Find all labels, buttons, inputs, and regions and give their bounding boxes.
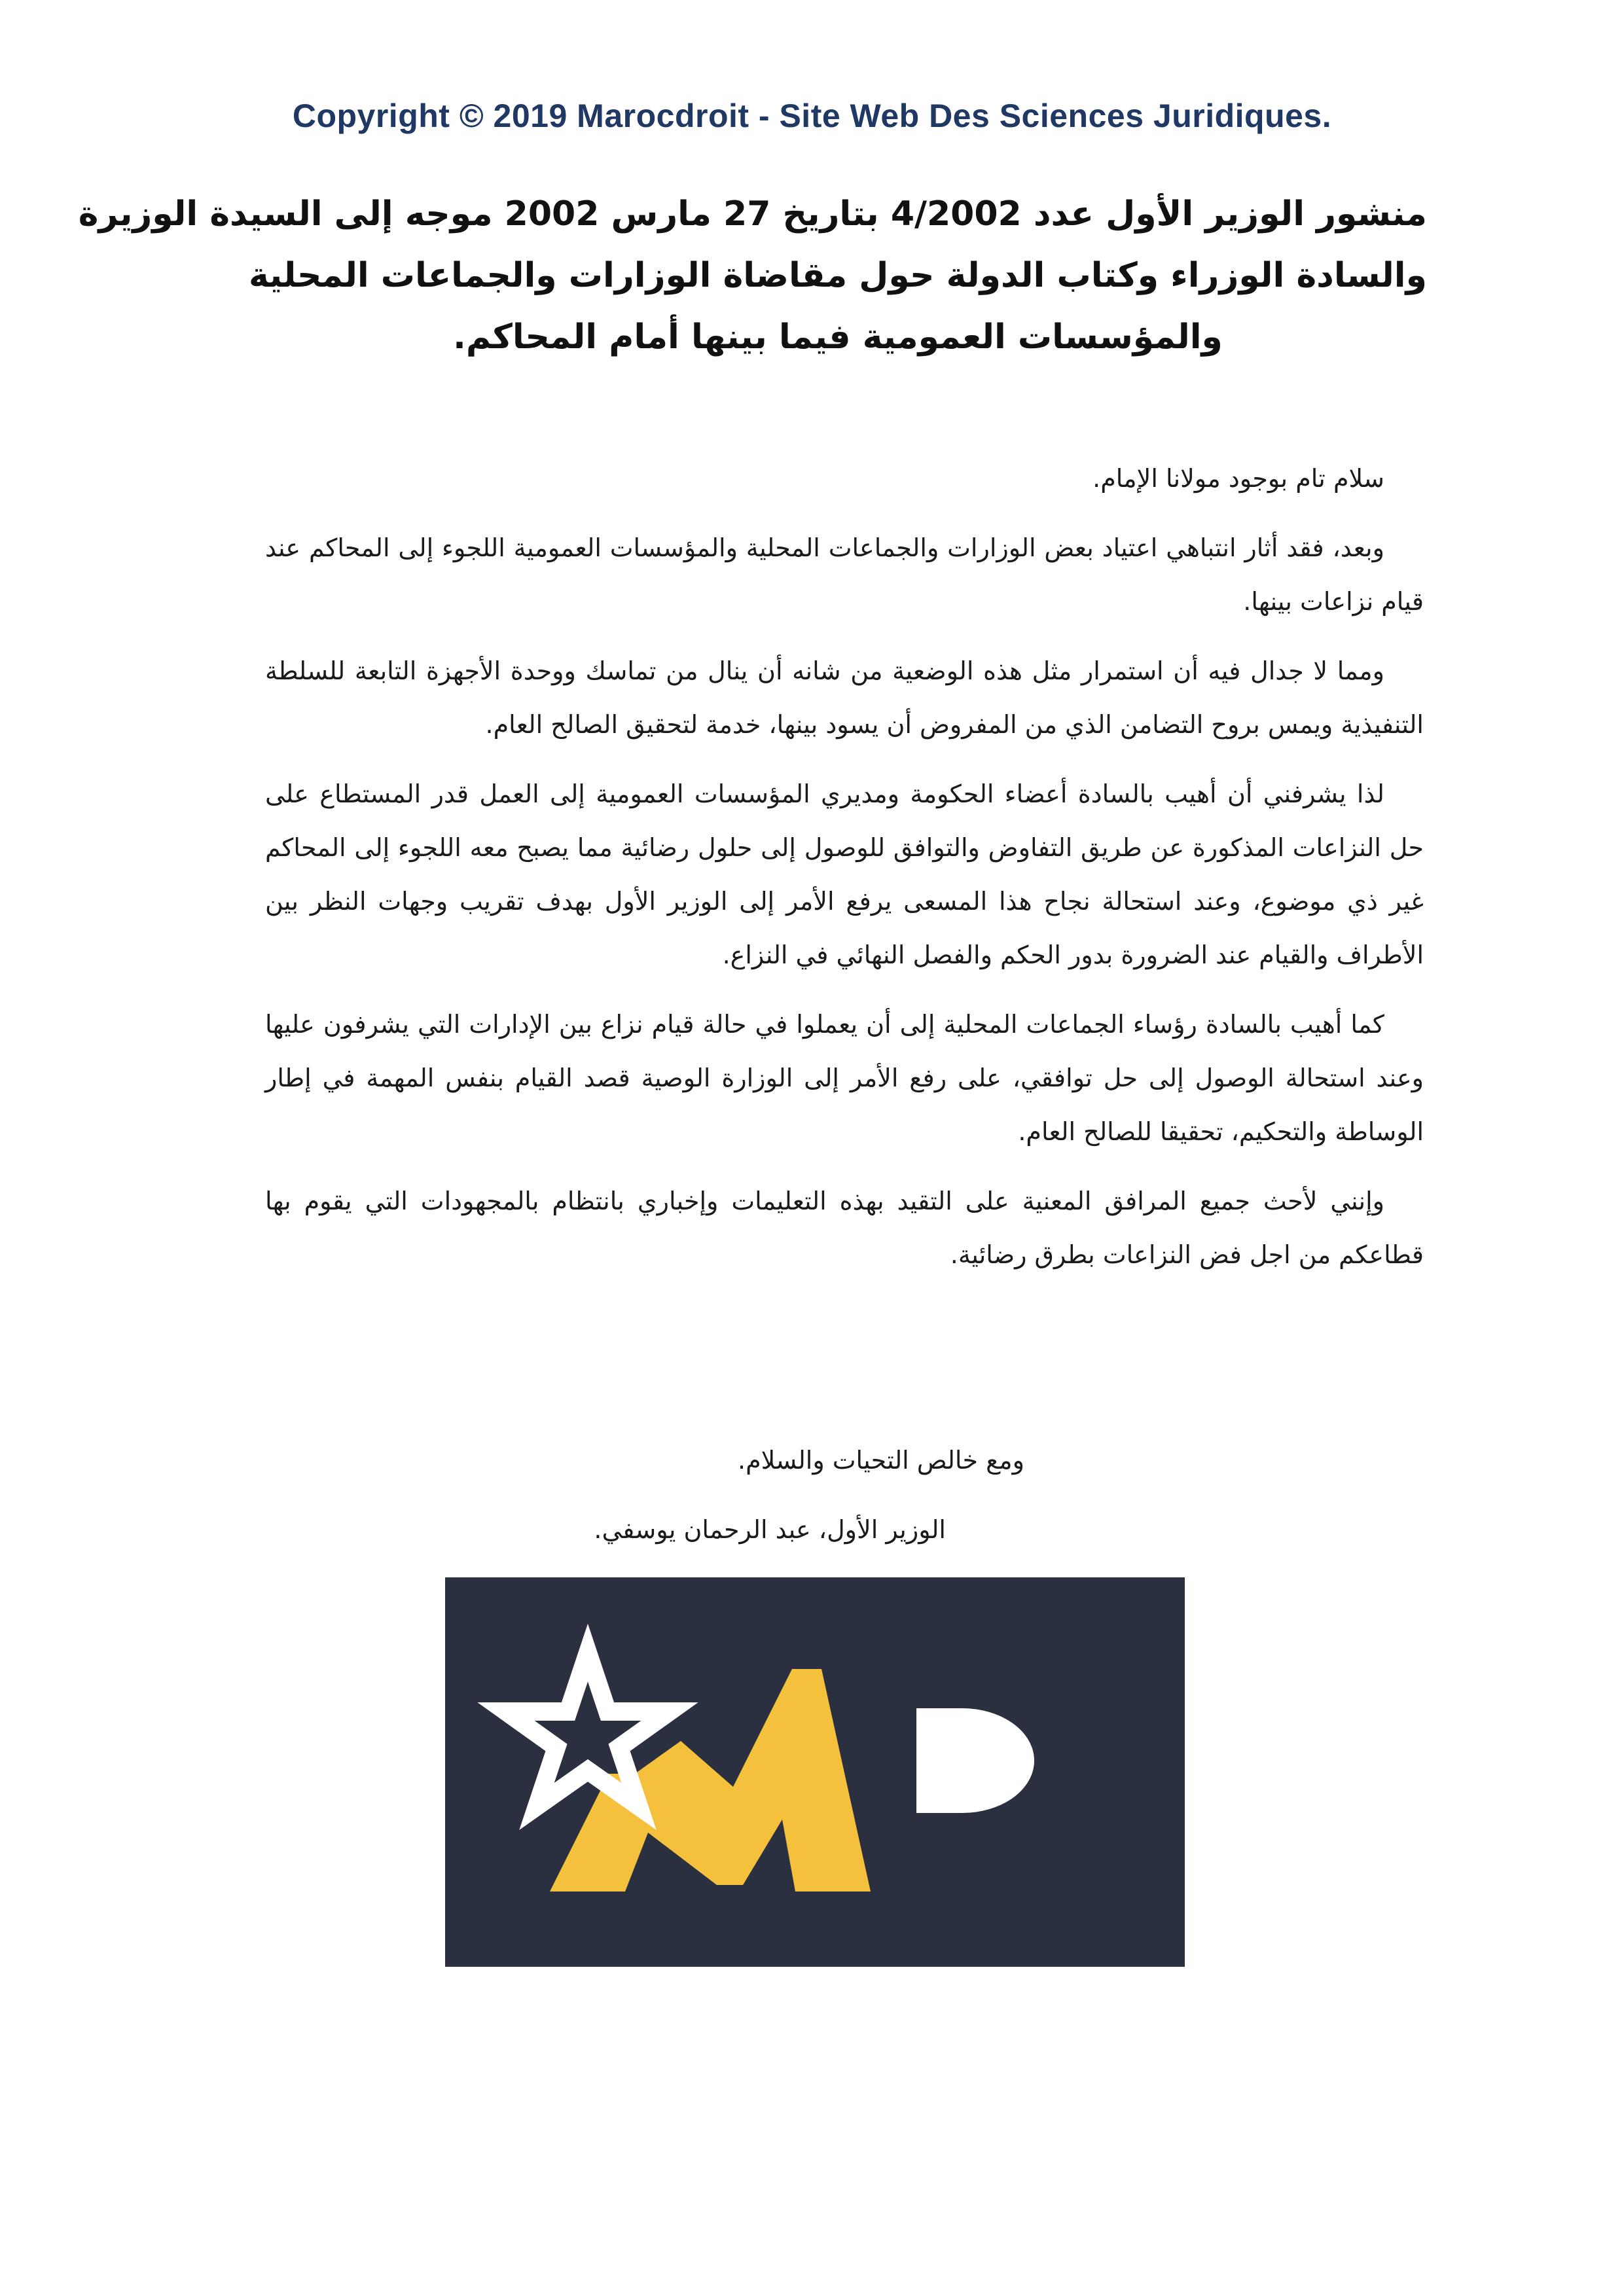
paragraph-3: لذا يشرفني أن أهيب بالسادة أعضاء الحكومة ومديري المؤسسات العمومية إلى العمل قدر المستطاع على حل النزاعات المذكورة عن طريق التفاوض والتوافق للوصول إلى حلول رضائية مما يصبح معه اللجوء إلى المحاكم غير ذي موضوع، وعند استحالة نجاح هذا المسعى يرفع الأمر إلى الوزير الأول بهدف تقريب وجهات النظر بين الأطراف والقيام عند الضرورة بدور الحكم والفصل النهائي في النزاع. xyxy=(265,780,1424,969)
salutation: سلام تام بوجود مولانا الإمام. xyxy=(1092,464,1384,493)
title-line-3: والمؤسسات العمومية فيما بينها أمام المحاكم. xyxy=(453,317,1223,357)
letter-body xyxy=(265,452,1424,1297)
paragraph-4: كما أهيب بالسادة رؤساء الجماعات المحلية إلى أن يعملوا في حالة قيام نزاع بين الإدارات التي يشرفون عليها وعند استحالة الوصول إلى حل توافقي، على رفع الأمر إلى الوزارة الوصية قصد القيام بنفس المهمة في إطار الوساطة والتحكيم، تحقيقا للصالح العام. xyxy=(265,1010,1424,1146)
document-title xyxy=(78,183,1427,368)
paragraph-5: وإنني لأحث جميع المرافق المعنية على التقيد بهذه التعليمات وإخباري بانتظام بالمجهودات التي يقوم بها قطاعكم من اجل فض النزاعات بطرق رضائية. xyxy=(265,1187,1424,1269)
letter-closing xyxy=(265,1433,1424,1556)
logo-graphic xyxy=(445,1577,1185,1967)
paragraph-2: ومما لا جدال فيه أن استمرار مثل هذه الوضعية من شانه أن ينال من تماسك ووحدة الأجهزة التابعة للسلطة التنفيذية ويمس بروح التضامن الذي من المفروض أن يسود بينها، خدمة لتحقيق الصالح العام. xyxy=(265,656,1424,739)
logo-d-shape xyxy=(916,1708,1034,1813)
signature: الوزير الأول، عبد الرحمان يوسفي. xyxy=(594,1515,946,1544)
copyright-header: Copyright © 2019 Marocdroit - Site Web Des Sciences Juridiques. xyxy=(292,98,1332,134)
title-line-2: والسادة الوزراء وكتاب الدولة حول مقاضاة الوزارات والجماعات المحلية xyxy=(249,256,1427,295)
closing-greeting: ومع خالص التحيات والسلام. xyxy=(738,1446,1024,1475)
marocdroit-logo xyxy=(445,1577,1185,1967)
title-line-1: منشور الوزير الأول عدد 4/2002 بتاريخ 27 مارس 2002 موجه إلى السيدة الوزيرة xyxy=(78,194,1427,234)
paragraph-1: وبعد، فقد أثار انتباهي اعتياد بعض الوزارات والجماعات المحلية والمؤسسات العمومية اللجوء إلى المحاكم عند قيام نزاعات بينها. xyxy=(265,533,1424,616)
